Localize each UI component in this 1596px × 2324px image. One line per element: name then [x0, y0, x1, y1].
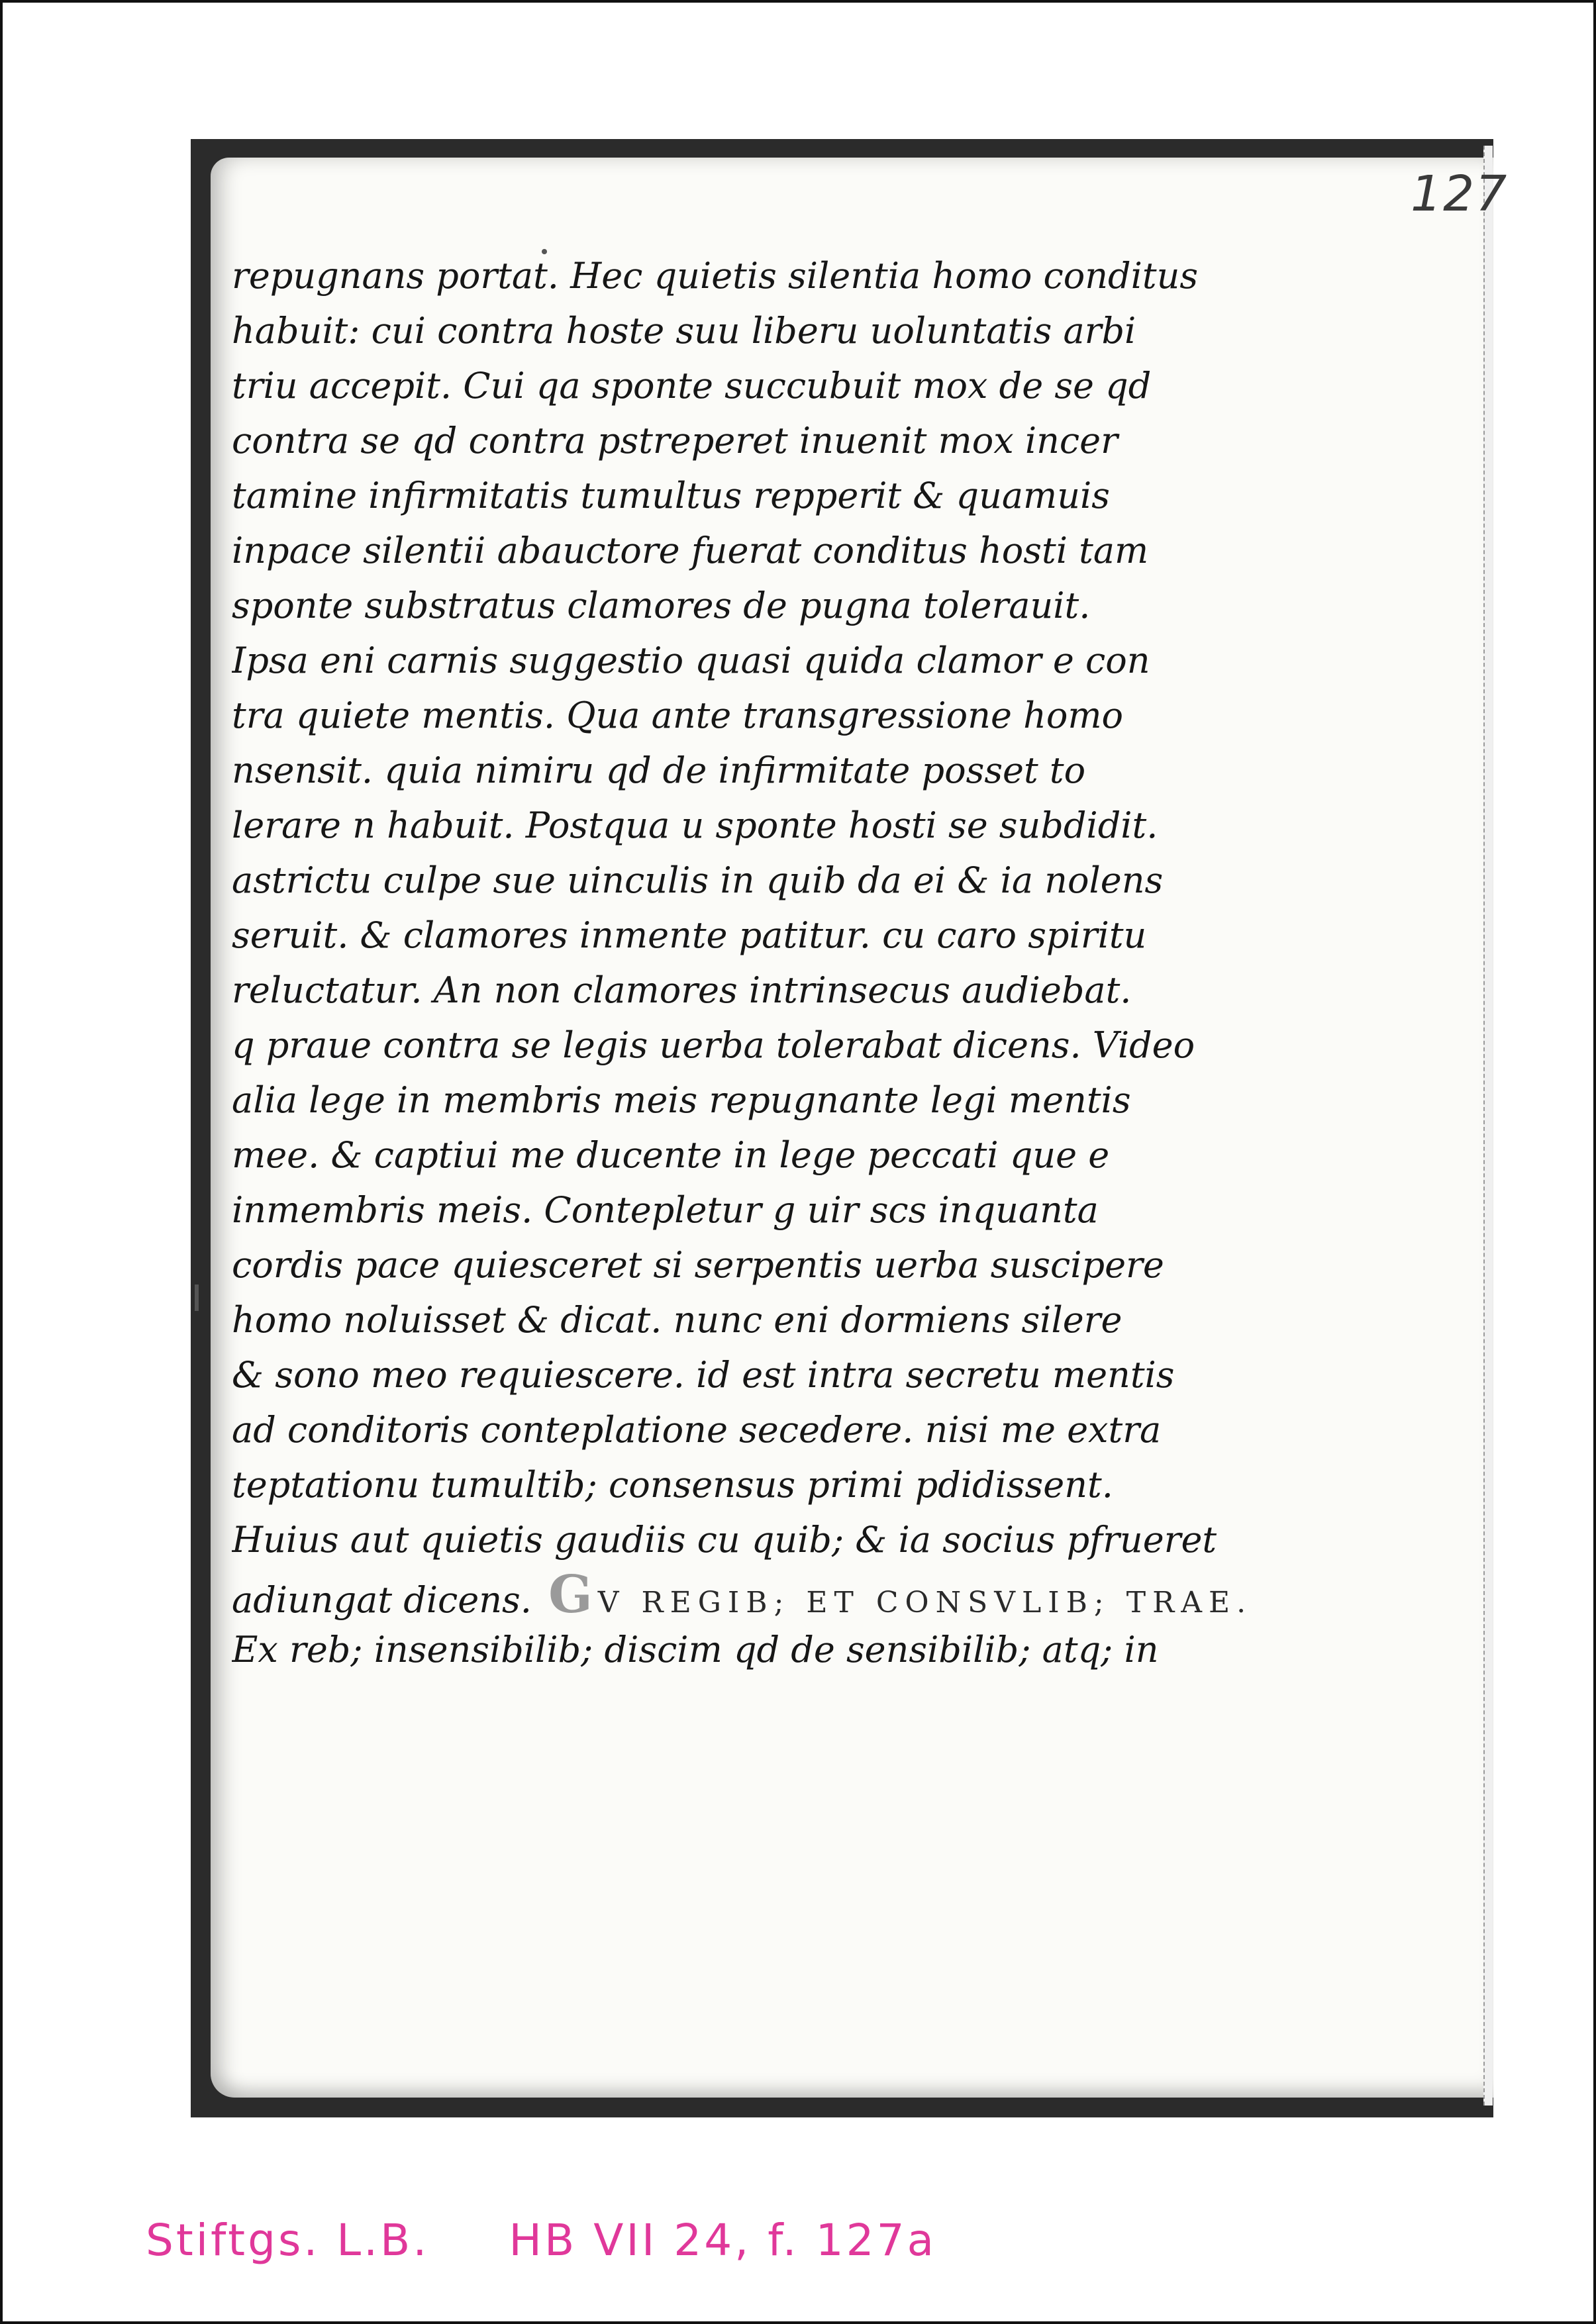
manuscript-line: lerare n habuit. Postqua u sponte hosti se subdidit. [232, 804, 1158, 846]
manuscript-line-text: adiungat dicens. [232, 1579, 544, 1621]
manuscript-line: repugnans portat. Hec quietis silentia homo conditus [232, 255, 1199, 297]
margin-tick [195, 1284, 199, 1311]
manuscript-line: astrictu culpe sue uinculis in quib da ei & ia nolens [232, 859, 1164, 901]
leaf-edge [1483, 146, 1493, 2106]
manuscript-line: mee. & captiui me ducente in lege peccati que e [232, 1134, 1110, 1176]
manuscript-line: contra se qd contra pstreperet inuenit mox incer [232, 420, 1118, 461]
manuscript-line: habuit: cui contra hoste suu liberu uoluntatis arbi [232, 310, 1136, 352]
manuscript-line: q praue contra se legis uerba tolerabat dicens. Video [232, 1024, 1195, 1066]
rubric-heading: V REGIB; ET CONSVLIB; TRAE. [597, 1586, 1253, 1620]
manuscript-line: tra quiete mentis. Qua ante transgressione homo [232, 695, 1124, 736]
shelfmark-library: Stiftgs. L.B. [146, 2215, 430, 2266]
manuscript-line: homo noluisset & dicat. nunc eni dormiens silere [232, 1299, 1122, 1341]
manuscript-line: & sono meo requiescere. id est intra secretu mentis [232, 1354, 1175, 1396]
manuscript-line: ad conditoris conteplatione secedere. nisi me extra [232, 1409, 1162, 1451]
manuscript-line: Huius aut quietis gaudiis cu quib; & ia socius pfrueret [232, 1519, 1217, 1561]
manuscript-line: Ipsa eni carnis suggestio quasi quida clamor e con [232, 640, 1150, 681]
manuscript-line: reluctatur. An non clamores intrinsecus audiebat. [232, 969, 1132, 1011]
manuscript-line: inpace silentii abauctore fuerat conditus hosti tam [232, 530, 1149, 571]
manuscript-line: alia lege in membris meis repugnante legi mentis [232, 1079, 1131, 1121]
manuscript-line: cordis pace quiesceret si serpentis uerba suscipere [232, 1244, 1164, 1286]
manuscript-line: seruit. & clamores inmente patitur. cu caro spiritu [232, 914, 1147, 956]
shelfmark-reference: HB VII 24, f. 127a [509, 2215, 937, 2266]
manuscript-line-rubric [232, 1567, 1291, 1622]
manuscript-line: Ex reb; insensibilib; discim qd de sensibilib; atq; in [232, 1629, 1159, 1670]
manuscript-line: nsensit. quia nimiru qd de infirmitate posset to [232, 750, 1086, 791]
manuscript-text [232, 248, 1291, 1677]
manuscript-line: triu accepit. Cui qa sponte succubuit mox de se qd [232, 365, 1152, 407]
manuscript-line: sponte substratus clamores de pugna tolerauit. [232, 585, 1091, 626]
manuscript-line: teptationu tumultib; consensus primi pdidissent. [232, 1464, 1113, 1506]
manuscript-line: tamine infirmitatis tumultus repperit & quamuis [232, 475, 1111, 516]
shelfmark-note [146, 2215, 1016, 2266]
rubric-initial: G [548, 1567, 593, 1622]
folio-number: 127 [1411, 166, 1509, 222]
manuscript-line: inmembris meis. Contepletur g uir scs inquanta [232, 1189, 1099, 1231]
